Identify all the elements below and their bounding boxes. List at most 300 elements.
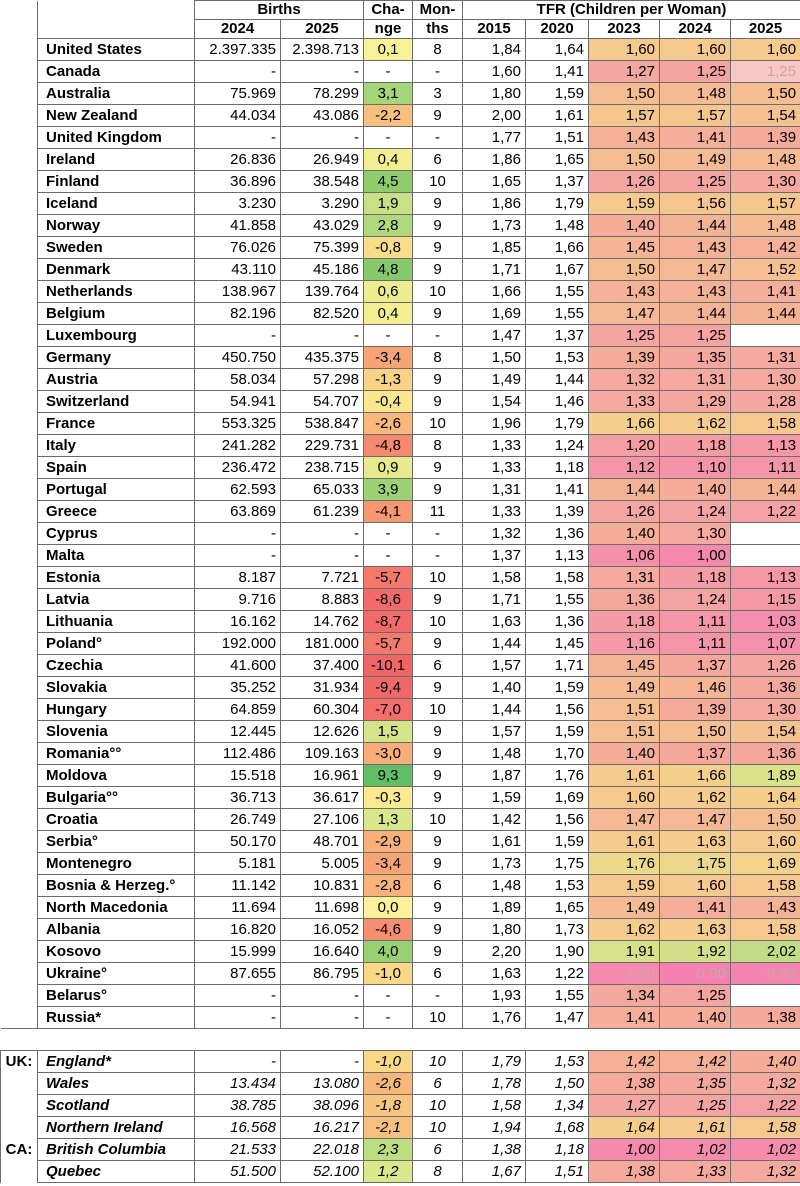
tfr-2023: 1,38 bbox=[589, 1161, 660, 1183]
tfr-2023: 1,40 bbox=[589, 743, 660, 765]
tfr-2025: 1,30 bbox=[731, 171, 800, 193]
change-cell: -1,3 bbox=[364, 369, 413, 391]
table-row bbox=[1, 193, 800, 215]
region-prefix bbox=[1, 611, 38, 633]
months-cell: 9 bbox=[413, 237, 463, 259]
tfr-2025: 1,54 bbox=[731, 105, 800, 127]
births-2024: 3.230 bbox=[195, 193, 281, 215]
births-2024: 15.999 bbox=[195, 941, 281, 963]
table-row bbox=[1, 941, 800, 963]
tfr-2023: 1,31 bbox=[589, 567, 660, 589]
country-name: Ukraine° bbox=[38, 963, 195, 985]
tfr-2024: 0,90 bbox=[660, 963, 731, 985]
country-name: North Macedonia bbox=[38, 897, 195, 919]
births-2024: 26.749 bbox=[195, 809, 281, 831]
corner-cell bbox=[1, 1, 38, 39]
region-prefix bbox=[1, 699, 38, 721]
months-cell: 6 bbox=[413, 875, 463, 897]
tfr-2024: 1,11 bbox=[660, 611, 731, 633]
tfr-2020: 1,59 bbox=[526, 677, 589, 699]
births-2025: 16.961 bbox=[281, 765, 364, 787]
births-2024: 112.486 bbox=[195, 743, 281, 765]
tfr-2025: 1,41 bbox=[731, 281, 800, 303]
table-row bbox=[1, 743, 800, 765]
table-row bbox=[1, 83, 800, 105]
tfr-2020: 1,36 bbox=[526, 523, 589, 545]
tfr-header: TFR (Children per Woman) bbox=[463, 1, 800, 20]
country-name: Cyprus bbox=[38, 523, 195, 545]
months-cell: 8 bbox=[413, 39, 463, 61]
tfr-2024: 1,57 bbox=[660, 105, 731, 127]
tfr-2025: 1,32 bbox=[731, 1073, 800, 1095]
births-2024: - bbox=[195, 545, 281, 567]
change-cell: -1,8 bbox=[364, 1095, 413, 1117]
births-2025: 43.086 bbox=[281, 105, 364, 127]
table-row bbox=[1, 1007, 800, 1029]
change-header-2: nge bbox=[364, 20, 413, 39]
births-2025: 60.304 bbox=[281, 699, 364, 721]
months-cell: 9 bbox=[413, 897, 463, 919]
change-cell: -10,1 bbox=[364, 655, 413, 677]
births-2024: - bbox=[195, 127, 281, 149]
tfr-2020: 1,51 bbox=[526, 127, 589, 149]
table-row bbox=[1, 831, 800, 853]
tfr-2020: 1,59 bbox=[526, 831, 589, 853]
tfr-2024: 1,39 bbox=[660, 699, 731, 721]
tfr-2020: 1,55 bbox=[526, 589, 589, 611]
tfr-2020: 1,66 bbox=[526, 237, 589, 259]
births-2024: 58.034 bbox=[195, 369, 281, 391]
tfr-2020: 1,41 bbox=[526, 61, 589, 83]
region-prefix bbox=[1, 919, 38, 941]
tfr-2025 bbox=[731, 545, 800, 567]
births-2024: 36.896 bbox=[195, 171, 281, 193]
births-2025: 10.831 bbox=[281, 875, 364, 897]
months-cell: 9 bbox=[413, 193, 463, 215]
country-name: Bosnia & Herzeg.° bbox=[38, 875, 195, 897]
tfr-2023: 1,51 bbox=[589, 721, 660, 743]
births-2024: 553.325 bbox=[195, 413, 281, 435]
months-cell: 9 bbox=[413, 919, 463, 941]
births-2025: 48.701 bbox=[281, 831, 364, 853]
change-cell: -3,4 bbox=[364, 853, 413, 875]
region-prefix bbox=[1, 677, 38, 699]
months-cell: 10 bbox=[413, 611, 463, 633]
tfr-2023: 1,49 bbox=[589, 897, 660, 919]
tfr-2015: 1,31 bbox=[463, 479, 526, 501]
tfr-2025: 1,48 bbox=[731, 149, 800, 171]
tfr-2023: 1,20 bbox=[589, 435, 660, 457]
births-2025: 13.080 bbox=[281, 1073, 364, 1095]
tfr-2020: 1,53 bbox=[526, 875, 589, 897]
tfr-2015: 1,40 bbox=[463, 677, 526, 699]
tfr-2015: 1,48 bbox=[463, 743, 526, 765]
tfr-2015: 1,48 bbox=[463, 875, 526, 897]
region-prefix bbox=[1, 435, 38, 457]
change-cell: -0,3 bbox=[364, 787, 413, 809]
change-cell: - bbox=[364, 61, 413, 83]
births-2025: 27.106 bbox=[281, 809, 364, 831]
region-prefix bbox=[1, 369, 38, 391]
tfr-2024: 1,35 bbox=[660, 1073, 731, 1095]
tfr-2025: 1,43 bbox=[731, 897, 800, 919]
births-2024: 192.000 bbox=[195, 633, 281, 655]
tfr-2020: 1,36 bbox=[526, 611, 589, 633]
tfr-2015: 1,33 bbox=[463, 501, 526, 523]
tfr-2023: 1,47 bbox=[589, 303, 660, 325]
tfr-2015: 1,42 bbox=[463, 809, 526, 831]
year-header: 2020 bbox=[526, 20, 589, 39]
births-2025: 229.731 bbox=[281, 435, 364, 457]
region-prefix bbox=[1, 127, 38, 149]
tfr-2025: 1,58 bbox=[731, 1117, 800, 1139]
country-name: Iceland bbox=[38, 193, 195, 215]
months-cell: 10 bbox=[413, 1095, 463, 1117]
tfr-2023: 1,76 bbox=[589, 853, 660, 875]
region-prefix bbox=[1, 61, 38, 83]
region-prefix bbox=[1, 149, 38, 171]
births-2025: - bbox=[281, 1051, 364, 1073]
births-2024: 16.568 bbox=[195, 1117, 281, 1139]
tfr-2020: 1,65 bbox=[526, 897, 589, 919]
tfr-2015: 1,85 bbox=[463, 237, 526, 259]
births-2025: 52.100 bbox=[281, 1161, 364, 1183]
tfr-2023: 1,91 bbox=[589, 941, 660, 963]
change-cell: 4,8 bbox=[364, 259, 413, 281]
change-cell: 4,5 bbox=[364, 171, 413, 193]
table-row bbox=[1, 611, 800, 633]
tfr-2015: 1,78 bbox=[463, 1073, 526, 1095]
births-2025: 7.721 bbox=[281, 567, 364, 589]
country-name: Italy bbox=[38, 435, 195, 457]
tfr-2020: 1,68 bbox=[526, 1117, 589, 1139]
table-row bbox=[1, 765, 800, 787]
country-name: Ireland bbox=[38, 149, 195, 171]
tfr-2023: 1,06 bbox=[589, 545, 660, 567]
tfr-2024: 1,62 bbox=[660, 787, 731, 809]
change-cell: 0,6 bbox=[364, 281, 413, 303]
tfr-2015: 1,60 bbox=[463, 61, 526, 83]
country-name: France bbox=[38, 413, 195, 435]
months-cell: 9 bbox=[413, 941, 463, 963]
tfr-2024: 1,48 bbox=[660, 83, 731, 105]
tfr-2015: 1,44 bbox=[463, 633, 526, 655]
births-2025: 3.290 bbox=[281, 193, 364, 215]
months-cell: 10 bbox=[413, 809, 463, 831]
months-cell: 9 bbox=[413, 589, 463, 611]
tfr-2024: 1,75 bbox=[660, 853, 731, 875]
year-header: 2024 bbox=[195, 20, 281, 39]
region-prefix bbox=[1, 457, 38, 479]
tfr-2025: 1,39 bbox=[731, 127, 800, 149]
births-2025: 5.005 bbox=[281, 853, 364, 875]
table-row bbox=[1, 699, 800, 721]
births-2024: 138.967 bbox=[195, 281, 281, 303]
births-2024: - bbox=[195, 1007, 281, 1029]
births-2024: 241.282 bbox=[195, 435, 281, 457]
tfr-2015: 1,33 bbox=[463, 435, 526, 457]
tfr-2020: 1,39 bbox=[526, 501, 589, 523]
tfr-2020: 1,61 bbox=[526, 105, 589, 127]
table-row bbox=[1, 391, 800, 413]
months-header: Mon- bbox=[413, 1, 463, 20]
region-prefix bbox=[1, 787, 38, 809]
tfr-2023: 1,00 bbox=[589, 963, 660, 985]
tfr-2020: 1,64 bbox=[526, 39, 589, 61]
months-cell: 9 bbox=[413, 765, 463, 787]
tfr-2020: 1,18 bbox=[526, 457, 589, 479]
table-row bbox=[1, 413, 800, 435]
tfr-2020: 1,18 bbox=[526, 1139, 589, 1161]
country-name: United Kingdom bbox=[38, 127, 195, 149]
births-2025: 16.217 bbox=[281, 1117, 364, 1139]
tfr-2023: 1,40 bbox=[589, 215, 660, 237]
country-name: Germany bbox=[38, 347, 195, 369]
country-name: Hungary bbox=[38, 699, 195, 721]
country-name: Czechia bbox=[38, 655, 195, 677]
tfr-2024: 1,25 bbox=[660, 61, 731, 83]
tfr-2015: 1,37 bbox=[463, 545, 526, 567]
country-name: Slovenia bbox=[38, 721, 195, 743]
months-cell: 9 bbox=[413, 303, 463, 325]
tfr-2025: 1,89 bbox=[731, 765, 800, 787]
change-cell: 0,4 bbox=[364, 303, 413, 325]
country-name: Montenegro bbox=[38, 853, 195, 875]
change-cell: -1,0 bbox=[364, 1051, 413, 1073]
tfr-2025: 0,93 bbox=[731, 963, 800, 985]
births-2025: 38.096 bbox=[281, 1095, 364, 1117]
change-cell: 2,8 bbox=[364, 215, 413, 237]
tfr-2015: 1,66 bbox=[463, 281, 526, 303]
tfr-2025: 1,42 bbox=[731, 237, 800, 259]
change-cell: - bbox=[364, 545, 413, 567]
region-prefix bbox=[1, 39, 38, 61]
region-prefix bbox=[1, 655, 38, 677]
tfr-2020: 1,69 bbox=[526, 787, 589, 809]
tfr-2015: 1,79 bbox=[463, 1051, 526, 1073]
births-2025: - bbox=[281, 325, 364, 347]
tfr-2020: 1,65 bbox=[526, 149, 589, 171]
tfr-2025: 1,64 bbox=[731, 787, 800, 809]
births-2025: 82.520 bbox=[281, 303, 364, 325]
tfr-2020: 1,76 bbox=[526, 765, 589, 787]
tfr-2023: 1,40 bbox=[589, 523, 660, 545]
tfr-2025: 1,50 bbox=[731, 83, 800, 105]
tfr-2015: 2,20 bbox=[463, 941, 526, 963]
tfr-2015: 1,63 bbox=[463, 611, 526, 633]
births-2024: - bbox=[195, 1051, 281, 1073]
births-2024: 43.110 bbox=[195, 259, 281, 281]
births-2024: 11.142 bbox=[195, 875, 281, 897]
year-header: 2024 bbox=[660, 20, 731, 39]
country-name: Croatia bbox=[38, 809, 195, 831]
tfr-2015: 1,61 bbox=[463, 831, 526, 853]
table-row bbox=[1, 567, 800, 589]
tfr-2024: 1,11 bbox=[660, 633, 731, 655]
region-prefix bbox=[1, 347, 38, 369]
change-cell: -2,2 bbox=[364, 105, 413, 127]
country-name: Latvia bbox=[38, 589, 195, 611]
tfr-2020: 1,34 bbox=[526, 1095, 589, 1117]
tfr-2015: 1,33 bbox=[463, 457, 526, 479]
tfr-2023: 1,25 bbox=[589, 325, 660, 347]
region-prefix bbox=[1, 941, 38, 963]
tfr-2023: 1,44 bbox=[589, 479, 660, 501]
region-prefix bbox=[1, 897, 38, 919]
tfr-2025: 1,40 bbox=[731, 1051, 800, 1073]
tfr-2024: 1,44 bbox=[660, 215, 731, 237]
births-2025: 36.617 bbox=[281, 787, 364, 809]
tfr-2020: 1,56 bbox=[526, 699, 589, 721]
tfr-2023: 1,16 bbox=[589, 633, 660, 655]
months-cell: 10 bbox=[413, 699, 463, 721]
region-prefix bbox=[1, 193, 38, 215]
tfr-2024: 1,44 bbox=[660, 303, 731, 325]
table-row bbox=[1, 589, 800, 611]
change-cell: 3,9 bbox=[364, 479, 413, 501]
tfr-2020: 1,59 bbox=[526, 83, 589, 105]
tfr-2023: 1,60 bbox=[589, 787, 660, 809]
region-prefix bbox=[1, 1095, 38, 1117]
change-cell: -5,7 bbox=[364, 633, 413, 655]
months-cell: - bbox=[413, 523, 463, 545]
tfr-2025: 1,22 bbox=[731, 1095, 800, 1117]
births-2025: 26.949 bbox=[281, 149, 364, 171]
births-2025: 54.707 bbox=[281, 391, 364, 413]
tfr-2025: 1,60 bbox=[731, 831, 800, 853]
tfr-2023: 1,41 bbox=[589, 1007, 660, 1029]
tfr-2015: 1,57 bbox=[463, 655, 526, 677]
table-row bbox=[1, 127, 800, 149]
region-prefix bbox=[1, 215, 38, 237]
change-cell: -4,6 bbox=[364, 919, 413, 941]
tfr-2025: 1,60 bbox=[731, 39, 800, 61]
change-cell: - bbox=[364, 985, 413, 1007]
tfr-2015: 2,00 bbox=[463, 105, 526, 127]
births-2024: 38.785 bbox=[195, 1095, 281, 1117]
tfr-2024: 1,02 bbox=[660, 1139, 731, 1161]
change-cell: -8,7 bbox=[364, 611, 413, 633]
region-prefix bbox=[1, 237, 38, 259]
births-2024: - bbox=[195, 985, 281, 1007]
tfr-2024: 1,40 bbox=[660, 1007, 731, 1029]
change-cell: 1,9 bbox=[364, 193, 413, 215]
births-2024: 36.713 bbox=[195, 787, 281, 809]
births-2024: 35.252 bbox=[195, 677, 281, 699]
change-cell: 3,1 bbox=[364, 83, 413, 105]
spacer-row bbox=[1, 1029, 800, 1051]
tfr-2023: 1,62 bbox=[589, 919, 660, 941]
table-row bbox=[1, 237, 800, 259]
tfr-2020: 1,59 bbox=[526, 721, 589, 743]
months-cell: 9 bbox=[413, 369, 463, 391]
region-prefix bbox=[1, 1007, 38, 1029]
table-row bbox=[1, 369, 800, 391]
tfr-2025: 1,02 bbox=[731, 1139, 800, 1161]
tfr-2020: 1,75 bbox=[526, 853, 589, 875]
tfr-2015: 1,77 bbox=[463, 127, 526, 149]
births-2025: 12.626 bbox=[281, 721, 364, 743]
births-2024: 12.445 bbox=[195, 721, 281, 743]
months-cell: 9 bbox=[413, 831, 463, 853]
country-name: Estonia bbox=[38, 567, 195, 589]
tfr-2023: 1,43 bbox=[589, 127, 660, 149]
country-name: Greece bbox=[38, 501, 195, 523]
tfr-2015: 1,67 bbox=[463, 1161, 526, 1183]
change-cell: -8,6 bbox=[364, 589, 413, 611]
change-cell: -5,7 bbox=[364, 567, 413, 589]
year-header: 2015 bbox=[463, 20, 526, 39]
region-prefix bbox=[1, 391, 38, 413]
births-2025: 38.548 bbox=[281, 171, 364, 193]
tfr-2015: 1,71 bbox=[463, 259, 526, 281]
table-row bbox=[1, 985, 800, 1007]
table-row bbox=[1, 1117, 800, 1139]
births-2025: 11.698 bbox=[281, 897, 364, 919]
change-cell: 0,4 bbox=[364, 149, 413, 171]
births-2024: 82.196 bbox=[195, 303, 281, 325]
tfr-2020: 1,71 bbox=[526, 655, 589, 677]
tfr-2023: 1,26 bbox=[589, 501, 660, 523]
tfr-2023: 1,39 bbox=[589, 347, 660, 369]
change-cell: 1,2 bbox=[364, 1161, 413, 1183]
region-prefix bbox=[1, 83, 38, 105]
tfr-2015: 1,73 bbox=[463, 215, 526, 237]
tfr-2020: 1,90 bbox=[526, 941, 589, 963]
tfr-2015: 1,89 bbox=[463, 897, 526, 919]
tfr-2025: 1,36 bbox=[731, 743, 800, 765]
births-2025: 181.000 bbox=[281, 633, 364, 655]
months-cell: 6 bbox=[413, 1073, 463, 1095]
tfr-2023: 1,00 bbox=[589, 1139, 660, 1161]
tfr-2015: 1,58 bbox=[463, 1095, 526, 1117]
tfr-2025: 1,44 bbox=[731, 479, 800, 501]
tfr-2020: 1,45 bbox=[526, 633, 589, 655]
table-row bbox=[1, 1139, 800, 1161]
tfr-2023: 1,60 bbox=[589, 39, 660, 61]
tfr-2023: 1,50 bbox=[589, 149, 660, 171]
births-2025: 43.029 bbox=[281, 215, 364, 237]
region-prefix bbox=[1, 875, 38, 897]
region-prefix bbox=[1, 413, 38, 435]
year-header: 2025 bbox=[281, 20, 364, 39]
months-cell: 11 bbox=[413, 501, 463, 523]
tfr-2024: 1,63 bbox=[660, 831, 731, 853]
tfr-2020: 1,22 bbox=[526, 963, 589, 985]
tfr-2023: 1,36 bbox=[589, 589, 660, 611]
country-name: Romania°° bbox=[38, 743, 195, 765]
table-row bbox=[1, 171, 800, 193]
months-cell: 9 bbox=[413, 215, 463, 237]
births-2025: 14.762 bbox=[281, 611, 364, 633]
months-cell: 10 bbox=[413, 1051, 463, 1073]
region-prefix bbox=[1, 325, 38, 347]
change-cell: 0,9 bbox=[364, 457, 413, 479]
months-cell: 10 bbox=[413, 281, 463, 303]
country-name: Finland bbox=[38, 171, 195, 193]
births-2024: - bbox=[195, 61, 281, 83]
births-header: Births bbox=[195, 1, 364, 20]
tfr-2015: 1,65 bbox=[463, 171, 526, 193]
region-prefix: UK: bbox=[1, 1051, 38, 1073]
births-2024: 41.600 bbox=[195, 655, 281, 677]
tfr-2015: 1,73 bbox=[463, 853, 526, 875]
change-cell: 2,3 bbox=[364, 1139, 413, 1161]
table-row bbox=[1, 39, 800, 61]
year-header: 2025 bbox=[731, 20, 800, 39]
table-row bbox=[1, 655, 800, 677]
tfr-2024: 1,66 bbox=[660, 765, 731, 787]
